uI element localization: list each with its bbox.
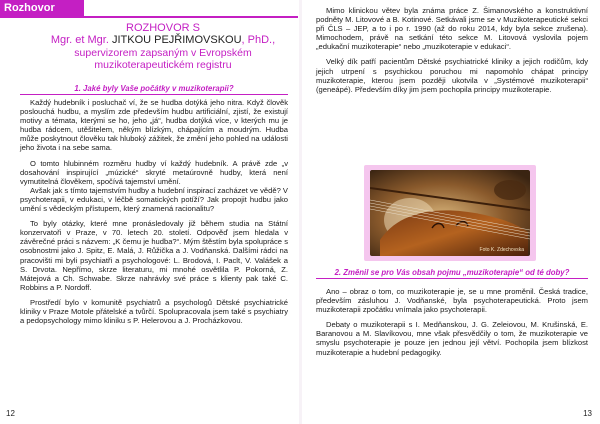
violin-illustration — [370, 170, 530, 256]
heading-prefix: Mgr. et Mgr. — [50, 34, 109, 46]
paragraph: Prostředí bylo v komunitě psychiatrů a psychologů Dětské psychiatrické kliniky v Praze Motole přátelské a tvůrčí. Spolupracovala jsem také s psychiatry a pedopsychology mimo kliniku s P. Helerovou a J. Procházkovou. — [20, 297, 288, 326]
paragraph: Debaty o muzikoterapii s I. Medňanskou, J. G. Zeleiovou, M. Krušinská, E. Baranovou a M. Slavíkovou, mne však přesvědčily o tom, že muzikoterapie ve smyslu psychoterapie je pouze jen jednou její větví. Pochopila jsem blízkost muzikoterapie a hudební pedagogiky. — [316, 320, 588, 357]
paragraph: Každý hudebník i posluchač ví, že se hudba dotýká jeho nitra. Když člověk poslouchá hudbu, a myslím zde především hudbu artificiální, zjistí, že existují motivy a témata, kterými se ho, jeho „já“, hudba dotýká více, v kterých mu je hudba rádcem, utěšitelem, někým blízkým, chápajícím a moudrým. Hudba může poskytnout člověku tak hluboký zážitek, že změní jeho pohled na události jeho života i na sebe sama. — [20, 98, 288, 153]
paragraph: Ano – obraz o tom, co muzikoterapie je, se u mne proměnil. Česká tradice, především zásluhou J. Vodňanské, byla psychoterapeutická. Proto jsem muzikoterapii zpočátku vnímala jako psychoterapii. — [316, 287, 588, 315]
header-rule — [0, 16, 298, 18]
question-2: 2. Změnil se pro Vás obsah pojmu „muzikoterapie“ od té doby? — [316, 268, 588, 279]
photo-credit: Foto K. Zdechovska — [479, 247, 524, 253]
page-number-left: 12 — [6, 409, 15, 418]
heading-line1: ROZHOVOR S — [126, 22, 200, 34]
left-column — [20, 84, 288, 325]
paragraph: O tomto hlubinném rozměru hudby ví každý hudebník. A právě zde „v dosahování inspirující „múzické“ skryté metaúrovně hudby, která není vymutitelná člověkem, spočívá tajemství umění. — [20, 158, 288, 186]
heading-line3: supervizorem zapsaným v Evropském — [74, 47, 252, 59]
right-page — [302, 0, 600, 424]
right-column-bottom — [316, 268, 588, 357]
heading-suffix: , PhD., — [241, 34, 276, 46]
right-column-top — [316, 6, 588, 94]
photo-frame — [364, 165, 536, 261]
heading-name-line — [40, 34, 286, 47]
page-number-right: 13 — [583, 409, 592, 418]
interview-heading — [40, 22, 286, 71]
violin-photo — [370, 170, 530, 256]
section-tag: Rozhovor — [0, 0, 84, 16]
heading-line4: muzikoterapeutickém registru — [94, 59, 232, 71]
paragraph: Velký dík patří pacientům Dětské psychiatrické kliniky a jejich rodičům, kdy jejich utrpení s psychickou poruchou mi napomohlo chápat principy muzikoterapie, kterou jsem později ukotvila v „Systémové muzikoterapii“ (geneápé). Především díky jim jsem pochopila principy muzikoterapie. — [316, 57, 588, 94]
heading-name: JITKOU PEJŘIMOVSKOU — [111, 34, 242, 46]
question-1: 1. Jaké byly Vaše počátky v muzikoterapii? — [20, 84, 288, 95]
paragraph: Avšak jak s tímto tajemstvím hudby a hudební inspirací zacházet ve vědě? V psychoterapii, v edukaci, v léčbě somatických potíží? Jak propojit hudbu jako umění s vědeckým přístupem, který znamená racionalitu? — [20, 185, 288, 214]
paragraph: To byly otázky, které mne pronásledovaly již během studia na Státní konzervatoři v Praze, v 70. letech 20. století. Odpověď jsem hledala v závěrečné práci s názvem: „K čemu je hudba?“. Mým štěstím byla spolupráce s osobnostmi jako J. Spitz, E. Malá, J. Růžička a J. Vodňanská. Dalšími rádci na pracovišti mi byli psychiatři a psychologové: L. Brodová, I. Paclt, V. Valášek a S. Drvota. Nepřímo, skrze literaturu, mi mnohé osvětlila P. Pokorná, Z. Mátejová a Ch. Schwabe. Skrze nahrávky své práce s klienty pak také C. Robbins a P. Nordoff. — [20, 219, 288, 292]
paragraph: Mimo klinickou větev byla známa práce Z. Šimanovského a konstruktivní podněty M. Litovové a B. Kotinové. Setkávali jsme se v Muzikoterapeutické sekci při ČLS – JEP, a to i po r. 1990 (až do roku 2014, kdy byla sekce zrušena). Mimochodem, právě na setkání této sekce M. Litovová vyslovila pojem „edukační muzikoterapie“ nebo „muzikoterapie v edukaci“. — [316, 6, 588, 52]
